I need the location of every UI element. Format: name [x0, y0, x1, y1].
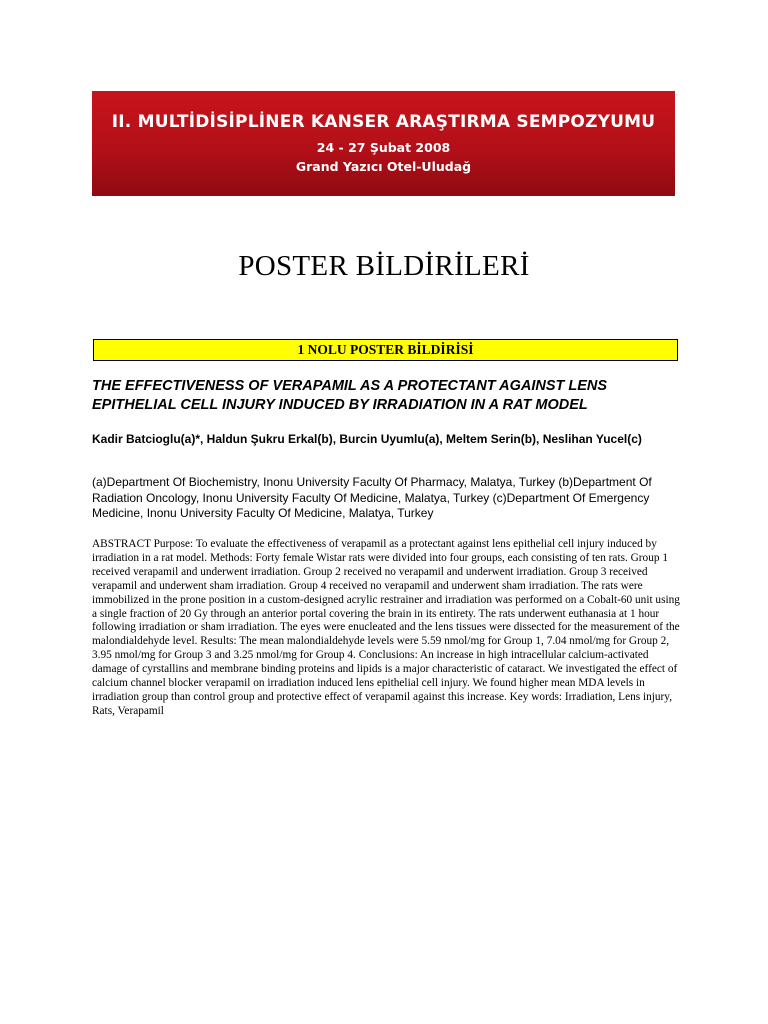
affiliations: (a)Department Of Biochemistry, Inonu University Faculty Of Pharmacy, Malatya, Turkey (b)Department Of Radiation Oncology, Inonu University Faculty Of Medicine, Malatya, Turkey (c)Department Of Emergency Medicine, Inonu University Faculty Of Medicine, Malatya, Turkey: [92, 475, 652, 520]
paper-title: THE EFFECTIVENESS OF VERAPAMIL AS A PROTECTANT AGAINST LENS EPITHELIAL CELL INJURY INDUCED BY IRRADIATION IN A RAT MODEL: [92, 378, 608, 413]
author-list: Kadir Batcioglu(a)*, Haldun Şukru Erkal(b), Burcin Uyumlu(a), Meltem Serin(b), Neslihan Yucel(c): [92, 432, 642, 446]
symposium-banner: [92, 91, 675, 196]
banner-venue: Grand Yazıcı Otel-Uludağ: [295, 159, 472, 174]
abstract-text: ABSTRACT Purpose: To evaluate the effectiveness of verapamil as a protectant against lens epithelial cell injury induced by irradiation in a rat model. Methods: Forty female Wistar rats were divided into four groups, each consisting of ten rats. Group 1 received verapamil and underwent irradiation. Group 2 received no verapamil and underwent irradiation. Group 3 received verapamil and underwent sham irradiation. Group 4 received no verapamil and underwent sham irradiation. The rats were immobilized in the prone position in a custom-designed acrylic restrainer and irradiation was performed on a Cobalt-60 unit using a single fraction of 20 Gy through an anterior portal covering the brain in its entirety. The rats underwent euthanasia at 1 hour following irradiation or sham irradiation. The eyes were enucleated and the lens tissues were dissected for the measurement of the malondialdehyde level. Results: The mean malondialdehyde levels were 5.59 nmol/mg for Group 1, 7.04 nmol/mg for Group 2, 3.95 nmol/mg for Group 3 and 3.25 nmol/mg for Group 4. Conclusions: An increase in high intracellular calcium-activated damage of cyrstallins and membrane binding proteins and lipids is a major characteristic of cataract. We investigated the effect of calcium channel blocker verapamil on irradiation induced lens epithelial cell injury. We found higher mean MDA levels in irradiation group than control group and protective effect of verapamil against this increase. Key words: Irradiation, Lens injury, Rats, Verapamil: [92, 538, 680, 717]
page-title: POSTER BİLDİRİLERİ: [238, 250, 530, 282]
banner-title: II. MULTİDİSİPLİNER KANSER ARAŞTIRMA SEMPOZYUMU: [111, 112, 656, 132]
poster-number-label: 1 NOLU POSTER BİLDİRİSİ: [93, 339, 678, 361]
banner-dates: 24 - 27 Şubat 2008: [316, 140, 451, 155]
